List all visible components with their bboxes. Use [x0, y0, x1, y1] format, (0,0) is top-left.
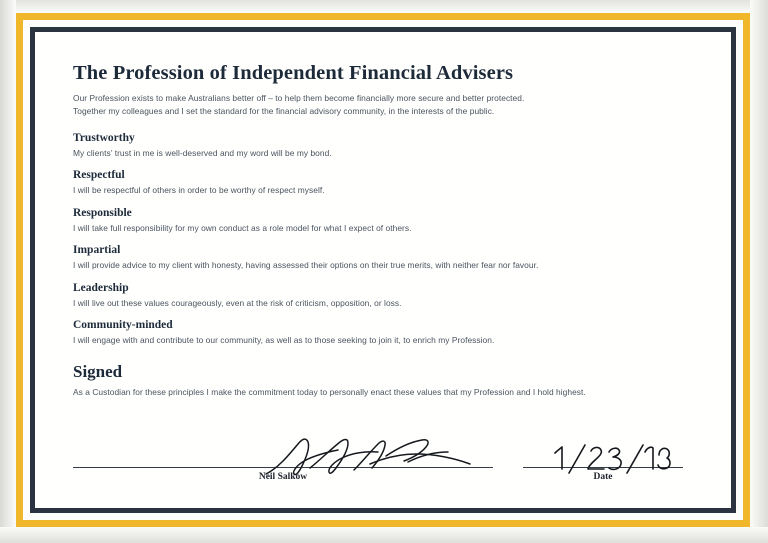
- value-title: Respectful: [73, 169, 125, 182]
- navy-border-frame: [30, 27, 736, 513]
- intro-line-2: Together my colleagues and I set the standard for the financial advisory community, in the interests of the public.: [73, 106, 495, 117]
- value-title: Community-minded: [73, 319, 173, 332]
- date-block: [523, 467, 683, 482]
- value-text: I will be respectful of others in order to be worthy of respect myself.: [73, 185, 325, 196]
- scan-edge-bottom: [0, 527, 768, 543]
- page-title: The Profession of Independent Financial Advisers: [73, 62, 514, 84]
- value-text: I will engage with and contribute to our community, as well as to those seeking to join it, to enrich my Profession.: [73, 335, 495, 346]
- value-title: Trustworthy: [73, 131, 135, 144]
- intro-line-1: Our Profession exists to make Australians better off – to help them become financially more secure and better protected.: [73, 92, 525, 103]
- intro-paragraph: [73, 92, 633, 119]
- value-block-community-minded: [73, 319, 693, 347]
- value-block-impartial: [73, 244, 693, 272]
- value-text: I will provide advice to my client with honesty, having assessed their options on their true merits, with neither fear nor favour.: [73, 260, 539, 271]
- value-block-leadership: [73, 282, 693, 310]
- value-text: I will take full responsibility for my own conduct as a role model for what I expect of others.: [73, 222, 412, 233]
- signature-block: [73, 467, 493, 482]
- signed-heading: Signed: [73, 362, 123, 382]
- scan-edge-left: [0, 0, 16, 543]
- value-block-trustworthy: [73, 132, 693, 160]
- value-title: Leadership: [73, 281, 129, 294]
- value-text: I will live out these values courageously, even at the risk of criticism, opposition, or loss.: [73, 297, 402, 308]
- certificate-content: [35, 32, 731, 508]
- gold-border-frame: [16, 13, 750, 527]
- value-title: Responsible: [73, 206, 132, 219]
- date-label: Date: [593, 472, 613, 482]
- value-block-respectful: [73, 169, 693, 197]
- value-title: Impartial: [73, 244, 121, 257]
- value-block-responsible: [73, 207, 693, 235]
- signature-name-label: Neil Salkow: [258, 472, 308, 482]
- scan-edge-top: [0, 0, 768, 13]
- scan-edge-right: [750, 0, 768, 543]
- signed-statement: As a Custodian for these principles I make the commitment today to personally enact these values that my Profession and I hold highest.: [73, 386, 586, 397]
- value-text: My clients’ trust in me is well-deserved and my word will be my bond.: [73, 147, 332, 158]
- signature-area: [73, 418, 693, 482]
